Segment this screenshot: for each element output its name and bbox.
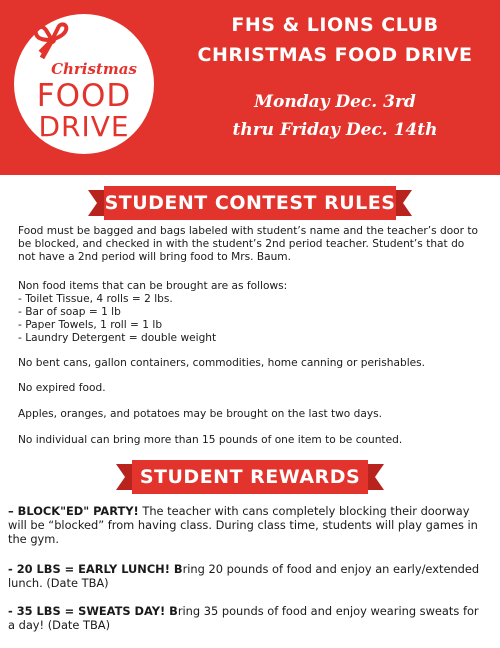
contest-intro: Food must be bagged and bags labeled with student’s name and the teacher’s door to be blocked, and checked in with the student’s 2nd period teacher. Student’s that do not have a 2nd period will bring food to Mrs. Baum. bbox=[18, 225, 479, 263]
rule-produce: Apples, oranges, and potatoes may be brought on the last two days. bbox=[18, 408, 383, 420]
contest-rules-banner bbox=[88, 186, 412, 220]
reward-blocked-party bbox=[8, 504, 486, 546]
nonfood-item: - Toilet Tissue, 4 rolls = 2 lbs. bbox=[18, 293, 173, 305]
rule-no-expired: No expired food. bbox=[18, 382, 106, 394]
reward-text: The teacher with cans completely blocking their doorway will be “blocked” from having class. During class time, students will play games in the gym. bbox=[8, 504, 478, 546]
date-line-1: Monday Dec. 3rd bbox=[254, 92, 416, 112]
nonfood-title: Non food items that can be brought are as follows: bbox=[18, 280, 288, 292]
reward-title: – BLOCK"ED" PARTY! bbox=[8, 504, 139, 518]
date-line-2: thru Friday Dec. 14th bbox=[232, 120, 438, 140]
logo-drive-text: DRIVE bbox=[38, 110, 130, 143]
title-line-2: CHRISTMAS FOOD DRIVE bbox=[197, 44, 473, 66]
rewards-banner bbox=[116, 460, 384, 494]
logo-christmas-text: Christmas bbox=[51, 60, 137, 78]
reward-text: ring 35 pounds of food and enjoy wearing sweats for a day! (Date TBA) bbox=[8, 604, 479, 632]
reward-text: ring 20 pounds of food and enjoy an early/extended lunch. (Date TBA) bbox=[8, 562, 480, 590]
logo-food-text: FOOD bbox=[36, 78, 132, 114]
rewards-heading: STUDENT REWARDS bbox=[139, 466, 361, 488]
reward-title: - 35 LBS = SWEATS DAY! B bbox=[8, 604, 178, 618]
reward-title: - 20 LBS = EARLY LUNCH! B bbox=[8, 562, 183, 576]
contest-rules-heading: STUDENT CONTEST RULES bbox=[104, 192, 396, 214]
title-line-1: FHS & LIONS CLUB bbox=[231, 14, 439, 36]
rule-no-bent-cans: No bent cans, gallon containers, commodities, home canning or perishables. bbox=[18, 357, 426, 369]
rule-weight-limit: No individual can bring more than 15 pounds of one item to be counted. bbox=[18, 434, 403, 446]
reward-early-lunch bbox=[8, 562, 486, 590]
nonfood-item: - Bar of soap = 1 lb bbox=[18, 306, 121, 318]
nonfood-item: - Laundry Detergent = double weight bbox=[18, 332, 217, 344]
food-drive-logo bbox=[14, 14, 154, 154]
gift-bow-icon bbox=[32, 22, 82, 62]
nonfood-item: - Paper Towels, 1 roll = 1 lb bbox=[18, 319, 163, 331]
header-band bbox=[0, 0, 500, 175]
reward-sweats-day bbox=[8, 604, 486, 632]
